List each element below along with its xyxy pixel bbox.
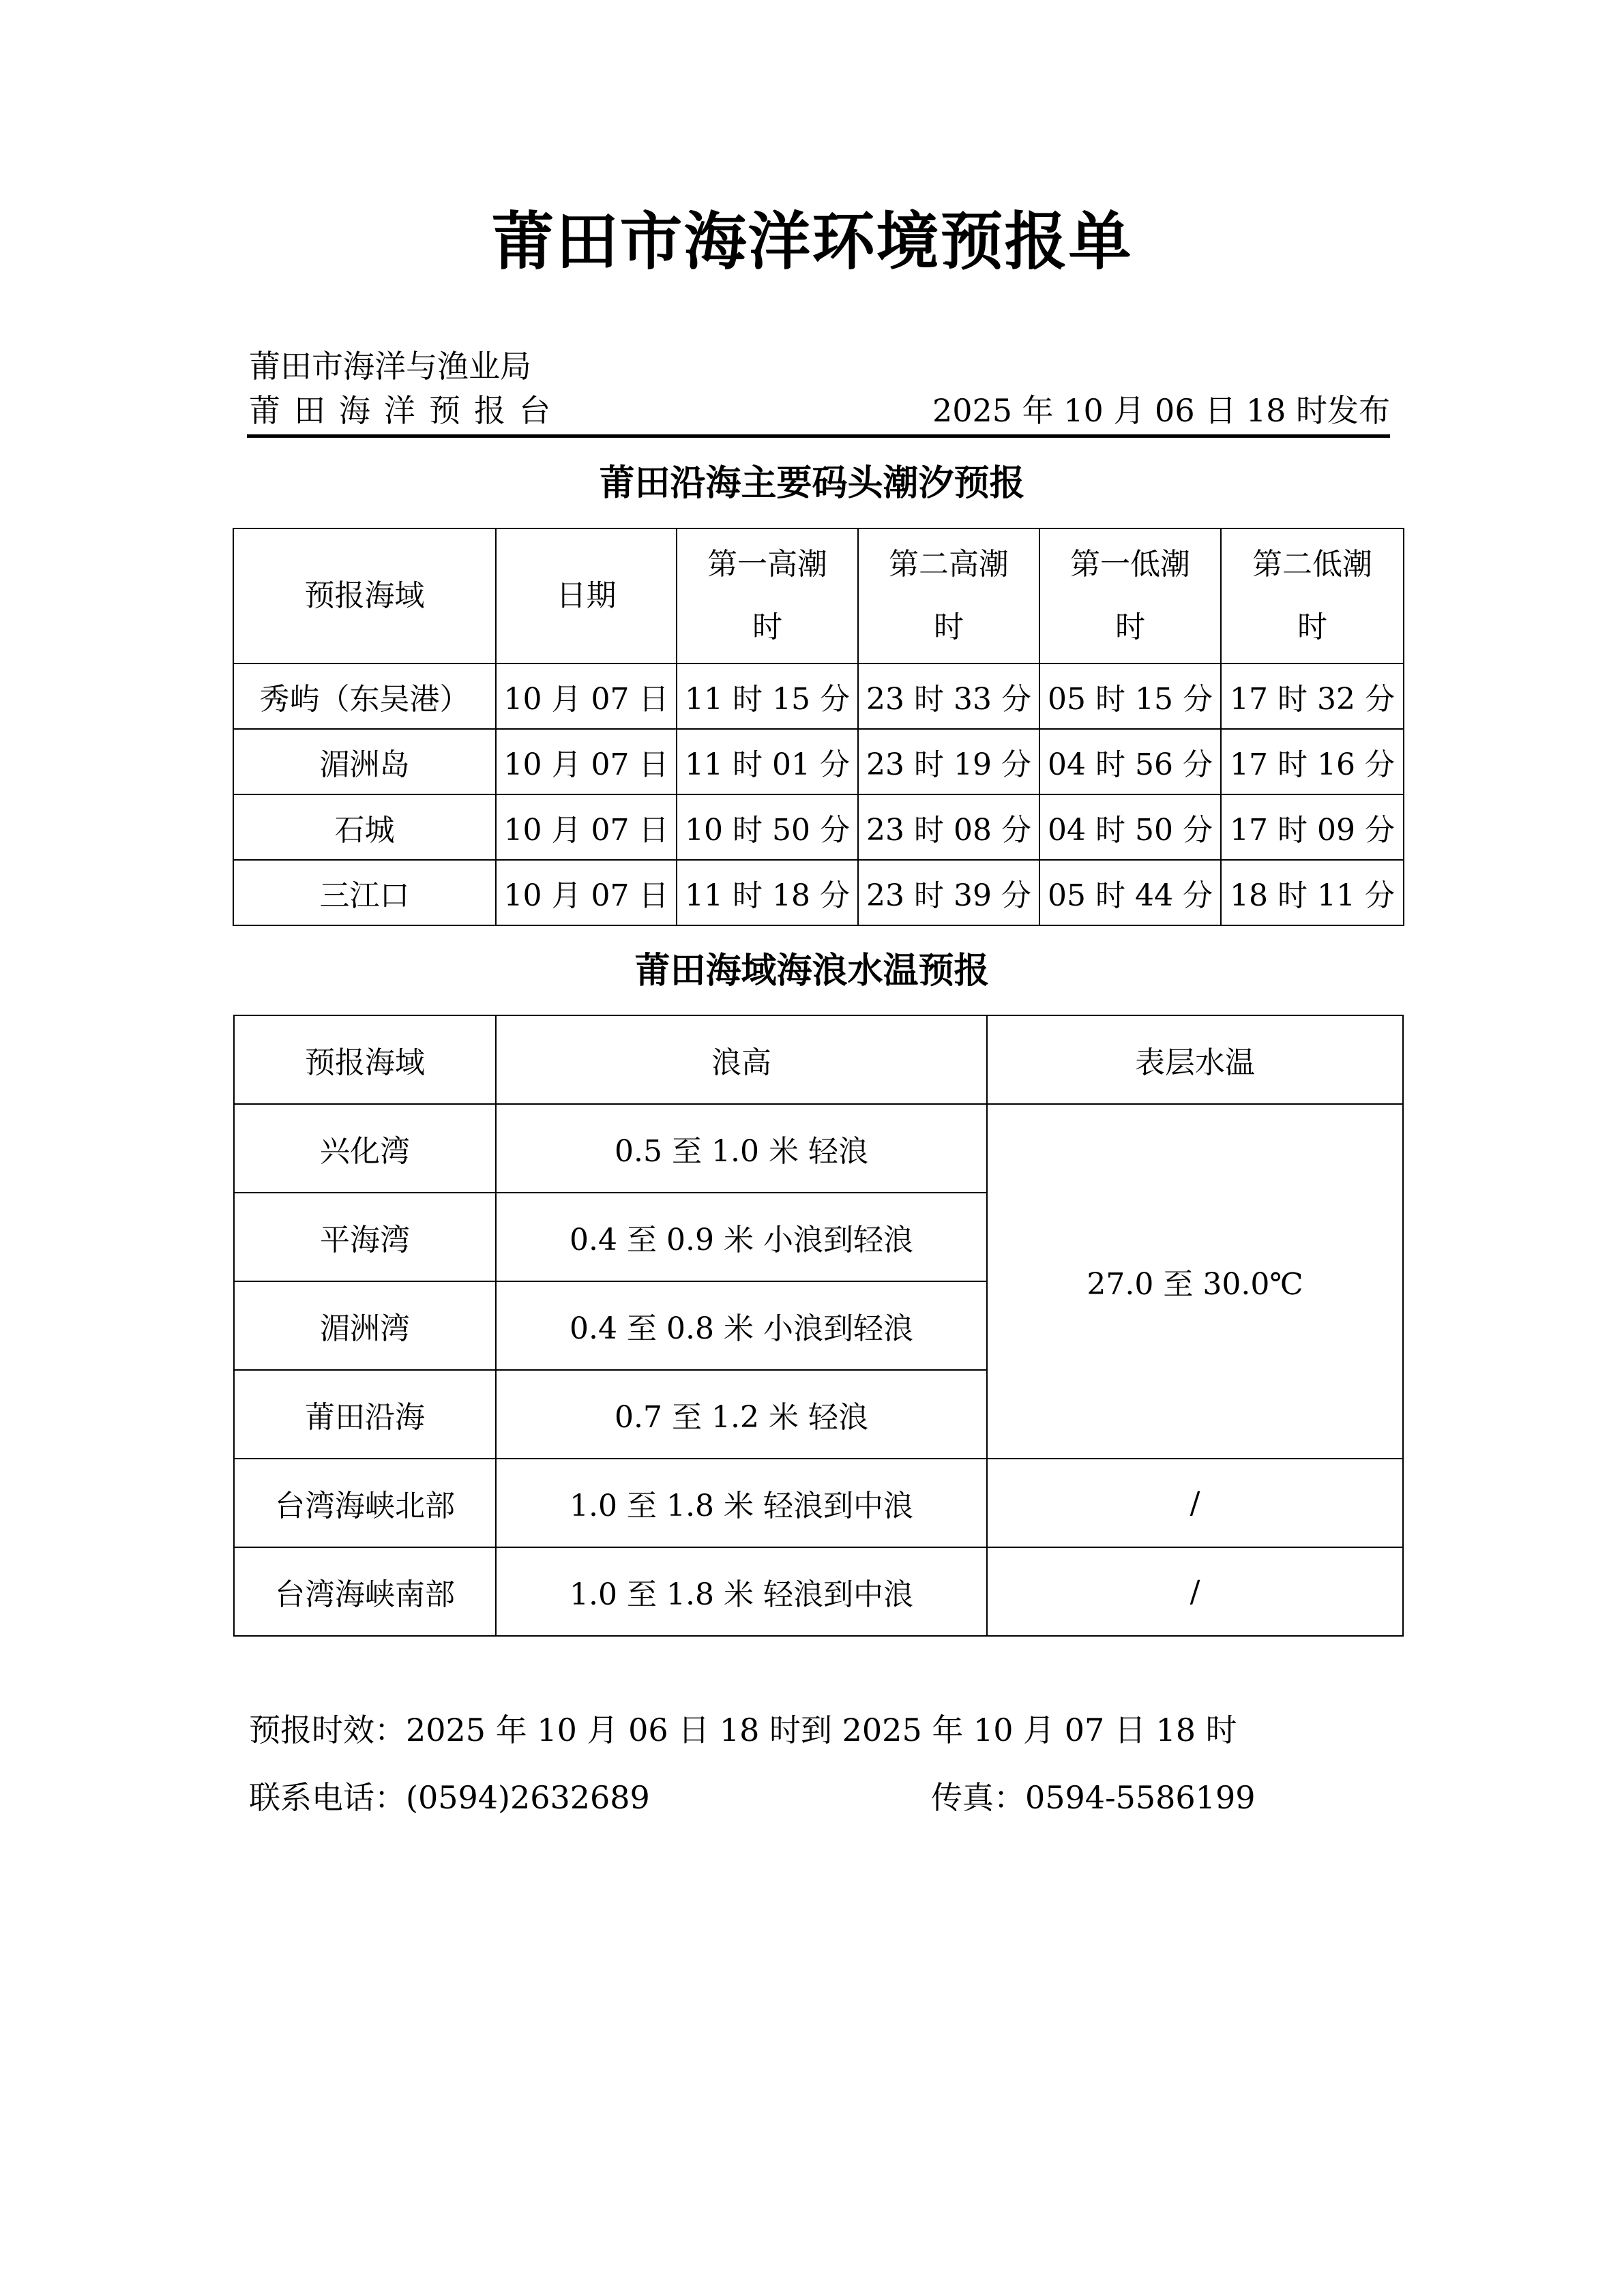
date-cell: 10 月 07 日 [496,860,677,925]
tide-table-title: 莆田沿海主要码头潮汐预报 [599,463,1025,504]
time-cell: 05 时 44 分 [1039,860,1221,925]
surface-temp-cell: / [987,1459,1403,1547]
wave-height-cell: 0.5 至 1.0 米 轻浪 [496,1104,987,1193]
wave-height-cell: 0.7 至 1.2 米 轻浪 [496,1370,987,1459]
wave-table-title: 莆田海域海浪水温预报 [634,951,990,992]
time-cell: 23 时 33 分 [858,664,1039,729]
time-cell: 11 时 01 分 [677,729,858,794]
issuing-agency: 莆田市海洋与渔业局 [249,348,531,385]
header-cell: 第二低潮时 [1221,528,1404,664]
header-divider [247,434,1390,438]
date-cell: 10 月 07 日 [496,664,677,729]
area-cell: 台湾海峡南部 [234,1547,496,1636]
header-cell: 日期 [496,528,677,664]
date-cell: 10 月 07 日 [496,729,677,794]
table-row [233,729,1404,794]
forecast-station: 莆田海洋预报台 [249,392,564,429]
page-title: 莆田市海洋环境预报单 [491,205,1133,278]
table-row [233,794,1404,860]
issue-time: 2025 年 10 月 06 日 18 时发布 [932,392,1390,429]
header-cell: 第二高潮时 [858,528,1039,664]
surface-temp-cell: / [987,1547,1403,1636]
time-cell: 10 时 50 分 [677,794,858,860]
header-cell: 第一高潮时 [677,528,858,664]
time-cell: 11 时 18 分 [677,860,858,925]
table-row [234,1459,1403,1547]
wave-height-cell: 0.4 至 0.8 米 小浪到轻浪 [496,1281,987,1370]
area-cell: 兴化湾 [234,1104,496,1193]
area-cell: 莆田沿海 [234,1370,496,1459]
table-row [234,1547,1403,1636]
wave-header-row [234,1015,1403,1104]
header-cell: 预报海域 [234,1015,496,1104]
header-cell: 第一低潮时 [1039,528,1221,664]
wave-temp-table [233,1015,1404,1637]
fax-number: 传真：0594-5586199 [931,1779,1256,1816]
time-cell: 17 时 32 分 [1221,664,1404,729]
date-cell: 10 月 07 日 [496,794,677,860]
wave-height-cell: 0.4 至 0.9 米 小浪到轻浪 [496,1193,987,1281]
area-cell: 石城 [233,794,496,860]
table-row [233,664,1404,729]
time-cell: 17 时 09 分 [1221,794,1404,860]
tide-header-row [233,528,1404,664]
area-cell: 湄洲湾 [234,1281,496,1370]
wave-height-cell: 1.0 至 1.8 米 轻浪到中浪 [496,1547,987,1636]
header-cell: 预报海域 [233,528,496,664]
surface-temp-cell: 27.0 至 30.0℃ [987,1104,1403,1459]
area-cell: 湄洲岛 [233,729,496,794]
contact-phone: 联系电话：(0594)2632689 [249,1779,650,1816]
area-cell: 台湾海峡北部 [234,1459,496,1547]
header-cell: 浪高 [496,1015,987,1104]
time-cell: 18 时 11 分 [1221,860,1404,925]
area-cell: 秀屿（东吴港） [233,664,496,729]
time-cell: 05 时 15 分 [1039,664,1221,729]
tide-table [233,528,1404,926]
time-cell: 23 时 39 分 [858,860,1039,925]
wave-height-cell: 1.0 至 1.8 米 轻浪到中浪 [496,1459,987,1547]
header-cell: 表层水温 [987,1015,1403,1104]
time-cell: 04 时 50 分 [1039,794,1221,860]
table-row [234,1104,1403,1193]
table-row [233,860,1404,925]
area-cell: 平海湾 [234,1193,496,1281]
time-cell: 23 时 19 分 [858,729,1039,794]
time-cell: 04 时 56 分 [1039,729,1221,794]
area-cell: 三江口 [233,860,496,925]
time-cell: 11 时 15 分 [677,664,858,729]
forecast-validity: 预报时效：2025 年 10 月 06 日 18 时到 2025 年 10 月 07 日 18 时 [249,1712,1237,1748]
time-cell: 23 时 08 分 [858,794,1039,860]
time-cell: 17 时 16 分 [1221,729,1404,794]
